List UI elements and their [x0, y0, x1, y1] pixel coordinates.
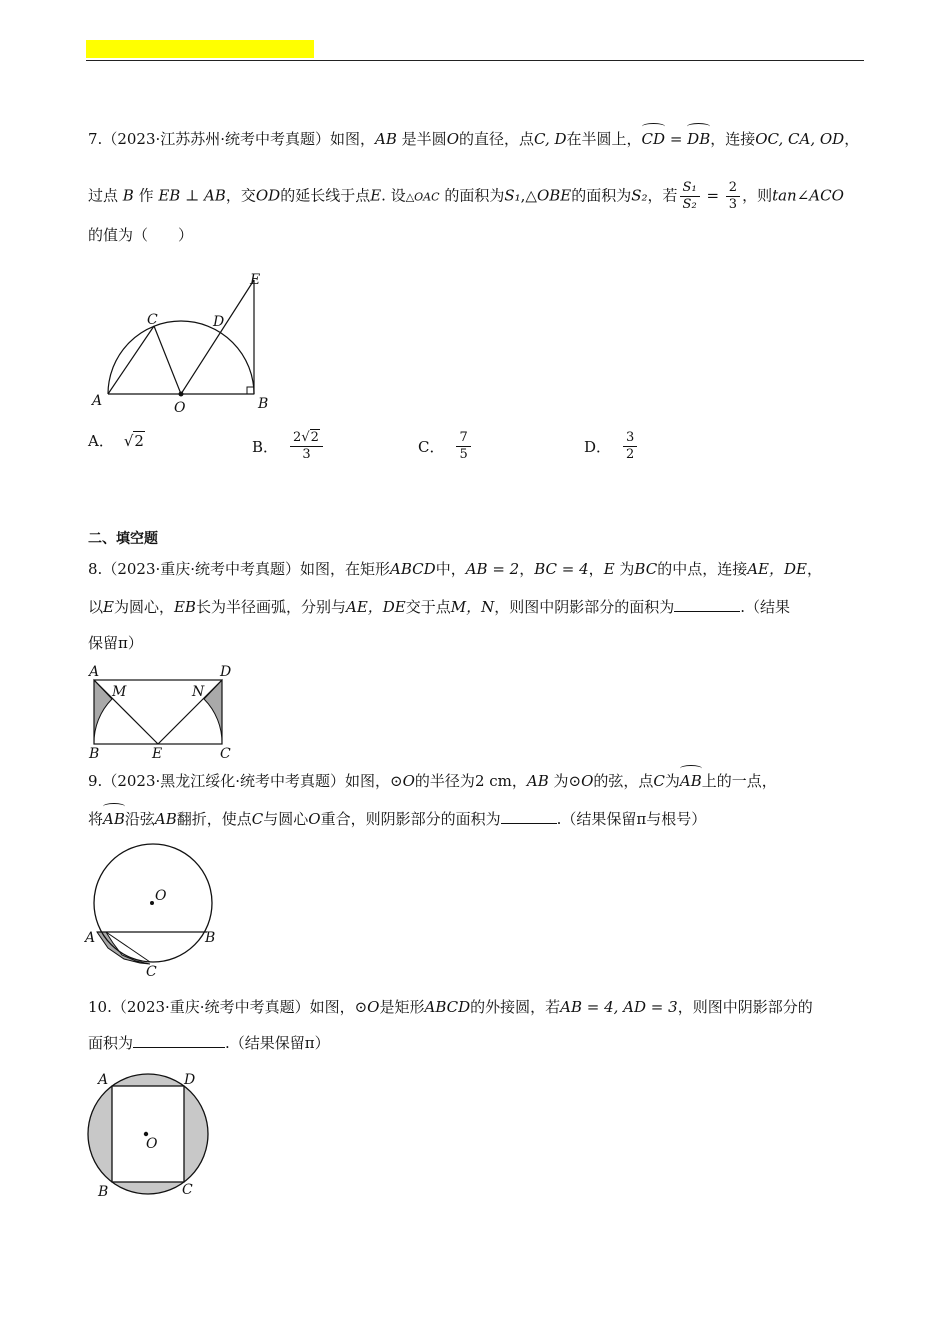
- q10-line2: 面积为 .（结果保留π）: [88, 1034, 330, 1052]
- q8-label-n: N: [192, 684, 205, 700]
- q7-label-e: E: [250, 272, 261, 288]
- q7-label-d: D: [213, 314, 225, 330]
- q7-label-o: O: [174, 400, 186, 416]
- q7-line2: 过点 B 作 EB ⊥ AB，交OD的延长线于点E. 设△OAC 的面积为S₁,△OBE的面积为S₂，若 $\frac{\text{S₁}}{\text{S₂}}$ = $\frac{2}{3}$ ，则tan∠ACO: [88, 180, 844, 212]
- q8-figure: [86, 662, 236, 762]
- q7-label-a: A: [92, 393, 103, 409]
- section-heading: 二、填空题: [88, 531, 158, 547]
- q7-label-c: C: [147, 312, 158, 328]
- q7-option-c[interactable]: C． $\frac{7}{5}$: [418, 430, 473, 463]
- q8-label-c: C: [220, 746, 231, 762]
- q9-label-c: C: [146, 964, 157, 980]
- q10-label-a: A: [98, 1072, 109, 1088]
- highlight-bar: [86, 40, 314, 58]
- ratio-value-fraction: $\frac{2}{3}$: [726, 180, 740, 213]
- q9-answer-blank[interactable]: [501, 809, 557, 824]
- q10-label-c: C: [182, 1182, 193, 1198]
- q9-label-a: A: [85, 930, 96, 946]
- q10-label-d: D: [184, 1072, 196, 1088]
- q9-line1: 9.（2023·黑龙江绥化·统考中考真题）如图，⊙O的半径为2 cm，AB 为⊙O的弦，点C为AB上的一点，: [88, 772, 777, 790]
- q10-line1: 10.（2023·重庆·统考中考真题）如图，⊙O是矩形ABCD的外接圆，若AB = 4, AD = 3，则图中阴影部分的: [88, 998, 813, 1016]
- q7-line1: 7.（2023·江苏苏州·统考中考真题）如图，AB 是半圆O的直径，点C, D在半圆上，CD = DB，连接OC, CA, OD，: [88, 130, 860, 148]
- q10-answer-blank[interactable]: [133, 1033, 225, 1048]
- q10-figure: [84, 1064, 220, 1202]
- q8-line3: 保留π）: [88, 634, 143, 652]
- q7-label-b: B: [258, 396, 269, 412]
- q7-line3: 的值为（ ）: [88, 226, 194, 244]
- s-ratio-fraction: $\frac{\text{S₁}}{\text{S₂}}$: [680, 180, 700, 213]
- q8-line2: 以E为圆心，EB长为半径画弧，分别与AE，DE交于点M，N，则图中阴影部分的面积为 .（结果: [88, 598, 791, 616]
- q7-figure: [88, 264, 288, 420]
- q8-label-b: B: [89, 746, 100, 762]
- q10-label-o: O: [146, 1136, 158, 1152]
- q8-label-e: E: [152, 746, 163, 762]
- q8-label-d: D: [220, 664, 232, 680]
- q8-label-a: A: [89, 664, 100, 680]
- q7-option-d[interactable]: D． $\frac{3}{2}$: [584, 430, 639, 463]
- q9-label-b: B: [205, 930, 216, 946]
- q9-line2: 将AB沿弦AB翻折，使点C与圆心O重合，则阴影部分的面积为 .（结果保留π与根号）: [88, 810, 707, 828]
- q8-line1: 8.（2023·重庆·统考中考真题）如图，在矩形ABCD中，AB = 2，BC = 4，E 为BC的中点，连接AE，DE，: [88, 560, 822, 578]
- q8-answer-blank[interactable]: [674, 597, 740, 612]
- header-rule: [86, 60, 864, 61]
- q8-label-m: M: [112, 684, 127, 700]
- q9-label-o: O: [155, 888, 167, 904]
- q9-figure: [84, 840, 224, 982]
- q7-option-a[interactable]: A． √ 2: [88, 431, 144, 450]
- q10-label-b: B: [98, 1184, 109, 1200]
- q7-option-b[interactable]: B． $\frac{2√2}{3}$: [252, 430, 325, 463]
